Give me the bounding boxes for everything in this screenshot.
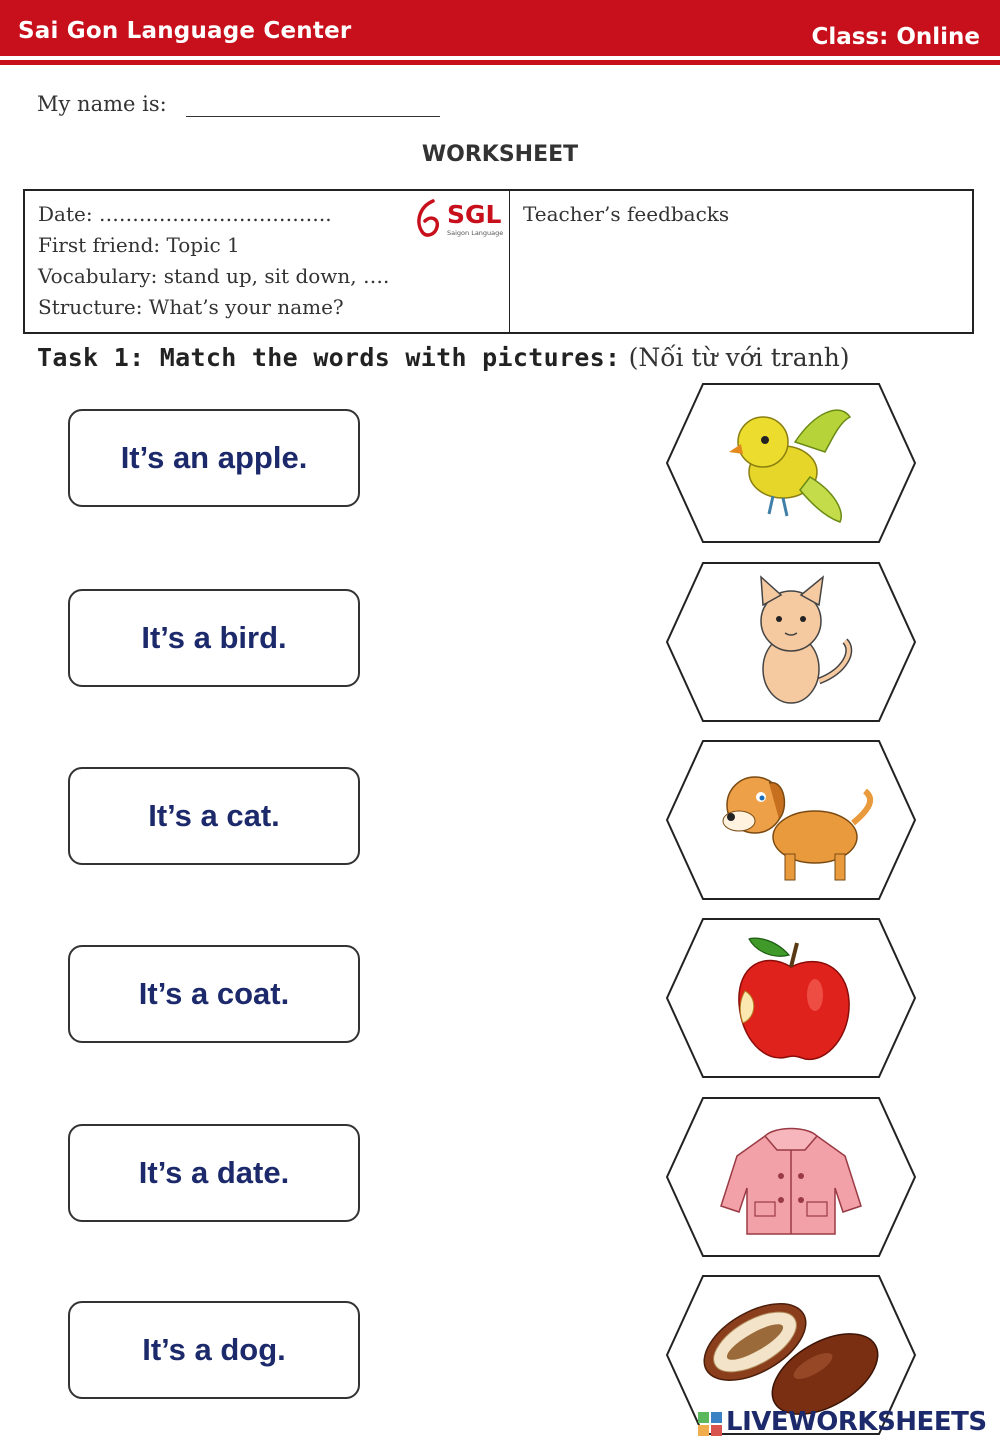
- word-box-bird[interactable]: It’s a bird.: [68, 589, 360, 687]
- sgl-logo: [413, 195, 509, 239]
- task-title-translation: (Nối từ với tranh): [628, 343, 850, 372]
- word-box-apple[interactable]: It’s an apple.: [68, 409, 360, 507]
- word-box-date[interactable]: It’s a date.: [68, 1124, 360, 1222]
- date-line: Date: ……………………………..: [38, 202, 332, 226]
- class-label: Class: Online: [811, 24, 980, 50]
- word-box-dog[interactable]: It’s a dog.: [68, 1301, 360, 1399]
- task-title-bold: Task 1: Match the words with pictures:: [37, 343, 621, 372]
- info-divider: [509, 191, 510, 332]
- coat-picture[interactable]: [665, 1096, 917, 1258]
- word-box-coat[interactable]: It’s a coat.: [68, 945, 360, 1043]
- logo-subtext: Saigon Language: [447, 229, 504, 237]
- feedback-label: Teacher’s feedbacks: [523, 202, 730, 226]
- name-input-line[interactable]: [186, 116, 440, 117]
- name-label: My name is:: [37, 92, 167, 116]
- info-left-cell: [38, 199, 389, 323]
- info-table: [23, 189, 974, 334]
- vocabulary-line: Vocabulary: stand up, sit down, ….: [38, 264, 390, 288]
- cat-picture[interactable]: [665, 561, 917, 723]
- task-title: [37, 343, 850, 373]
- apple-picture[interactable]: [665, 917, 917, 1079]
- watermark: LIVEWORKSHEETS: [726, 1407, 987, 1437]
- bird-picture[interactable]: [665, 382, 917, 544]
- worksheet-title: WORKSHEET: [421, 142, 579, 167]
- topic-line: First friend: Topic 1: [38, 233, 240, 257]
- dog-picture[interactable]: [665, 739, 917, 901]
- logo-text: SGL: [447, 200, 502, 229]
- center-name: Sai Gon Language Center: [18, 18, 352, 44]
- feedback-cell: [523, 199, 729, 230]
- header-rule: [0, 60, 1000, 65]
- liveworksheets-logo-icon: [698, 1412, 722, 1436]
- word-box-cat[interactable]: It’s a cat.: [68, 767, 360, 865]
- structure-line: Structure: What’s your name?: [38, 295, 344, 319]
